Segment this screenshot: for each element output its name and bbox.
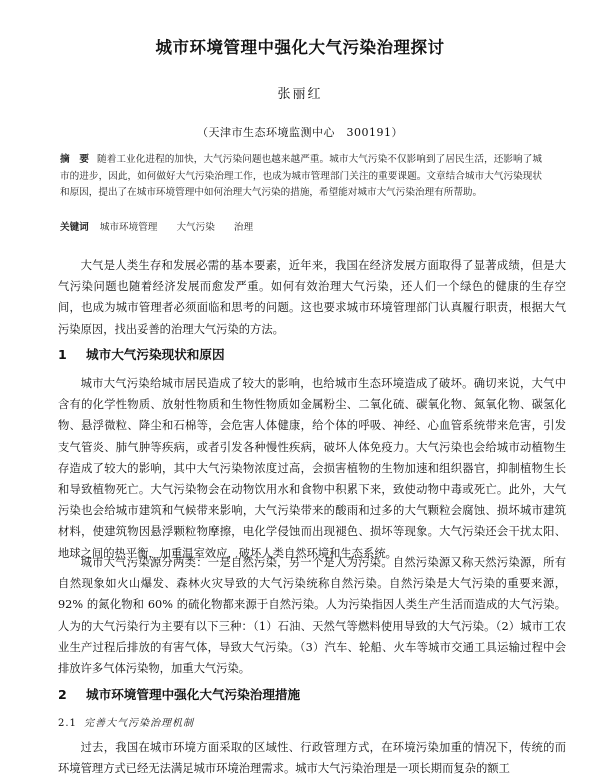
section-heading	[58, 344, 225, 363]
intro-paragraph	[58, 255, 566, 340]
section1-paragraph	[58, 552, 566, 679]
abstract-block	[60, 152, 542, 202]
section-title: 城市环境管理中强化大气污染治理措施	[86, 687, 301, 702]
abstract-text: 随着工业化进程的加快，大气污染问题也越来越严重。城市大气污染不仅影响到了居民生活，还影响了城市的进步，因此，如何做好大气污染治理工作，也成为城市管理部门关注的重要课题。文章结合城市大气污染现状和原因，提出了在城市环境管理中如何治理大气污染的措施，希望能对城市大气污染治理有所帮助。	[60, 154, 543, 198]
paragraph-text: 城市大气污染给城市居民造成了较大的影响，也给城市生态环境造成了破坏。确切来说，大气中含有的化学性物质、放射性物质和生物性物质如金属粉尘、二氧化硫、碳氧化物、氮氧化物、碳氢化物、悬浮微粒、降尘和石棉等，会危害人体健康，给个体的呼吸、神经、心血管系统带来危害，引发支气管炎、肺气肿等疾病，或者引发各种慢性疾病，破坏人体免疫力。大气污染也会给城市动植物生存造成了较大的影响，其中大气污染物浓度过高，会损害植物的生物加速和组织器官，抑制植物生长和导致植物死亡。大气污染物会在动物饮用水和食物中积累下来，致使动物中毒或死亡。此外，大气污染也会给城市建筑和气候带来影响，大气污染带来的酸雨和过多的大气颗粒会腐蚀、损坏城市建筑材料，使建筑物因悬浮颗粒物摩擦，电化学侵蚀而出现褪色、损坏等现象。大气污染还会干扰太阳、地球之间的热平衡，加重温室效应，破坏人类自然环境和生态系统。	[58, 377, 566, 560]
section-number: 2	[58, 687, 67, 702]
section-heading	[58, 684, 300, 703]
article-title: 城市环境管理中强化大气污染治理探讨	[155, 38, 445, 57]
section-title: 城市大气污染现状和原因	[86, 347, 225, 362]
paragraph-text: 过去，我国在城市环境方面采取的区域性、行政管理方式，在环境污染加重的情况下，传统的而环境管理方式已经无法满足城市环境治理需求。城市大气污染治理是一项长期而复杂的额工	[58, 741, 566, 776]
keywords-label: 关键词	[60, 222, 89, 233]
intro-text: 大气是人类生存和发展必需的基本要素，近年来，我国在经济发展方面取得了显著成绩，但是大气污染问题也随着经济发展而愈发严重。如何有效治理大气污染，还人们一个绿色的健康的生存空间，也成为城市管理者必须面临和思考的问题。这也要求城市环境管理部门认真履行职责，根据大气污染原因，找出妥善的治理大气污染的方法。	[58, 259, 566, 336]
author-affiliation: （天津市生态环境监测中心 300191）	[197, 126, 403, 139]
abstract-label: 摘 要	[60, 154, 90, 165]
keyword-item: 治理	[233, 222, 254, 233]
paragraph-text: 城市大气污染源分两类：一是自然污染，另一个是人为污染。自然污染源又称天然污染源，所有自然现象如火山爆发、森林火灾导致的大气污染统称自然污染。自然污染是大气污染的重要来源，92% 的氮化物和 60% 的硫化物都来源于自然污染。人为污染指因人类生产生活而造成的大气污染。人为的大气污染行为主要有以下三种：（1）石油、天然气等燃料使用导致的大气污染。（2）城市工农业生产过程后排放的有害气体，导致大气污染。（3）汽车、轮船、火车等城市交通工具运输过程中会排放许多气体污染物，加重大气污染。	[58, 556, 566, 676]
keyword-item: 大气污染	[176, 222, 215, 233]
section2-paragraph	[58, 737, 566, 779]
section-number: 1	[58, 347, 67, 362]
subsection-heading	[58, 714, 194, 729]
subsection-number: 2.1	[58, 718, 77, 729]
keywords-block	[60, 219, 542, 233]
author-name: 张丽红	[277, 87, 323, 102]
subsection-title: 完善大气污染治理机制	[84, 718, 194, 729]
section1-paragraph	[58, 373, 566, 564]
keyword-item: 城市环境管理	[99, 222, 158, 233]
